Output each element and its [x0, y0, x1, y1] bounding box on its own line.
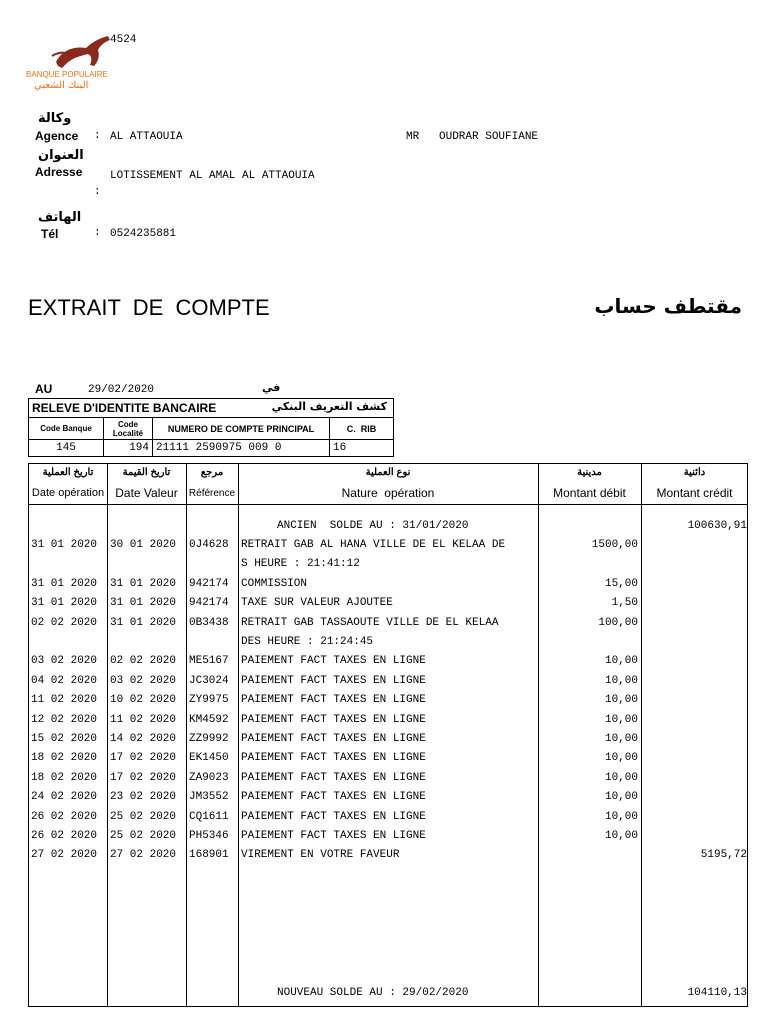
- cell-date-op: 26 02 2020: [31, 810, 98, 823]
- code-localite: 194: [104, 440, 153, 457]
- table-row: [29, 672, 749, 691]
- cell-debit: 15,00: [604, 577, 638, 590]
- cell-date-op: 31 01 2020: [31, 539, 98, 551]
- rib-table: [28, 398, 394, 457]
- cell-debit: 10,00: [604, 830, 638, 842]
- code-banque: 145: [29, 440, 104, 457]
- table-row: [29, 711, 749, 730]
- agence-label-ar: وكالة: [38, 111, 72, 126]
- cell-nature: TAXE SUR VALEUR AJOUTEE: [241, 597, 393, 610]
- cell-nature: VIREMENT EN VOTRE FAVEUR: [241, 849, 400, 862]
- table-row: [29, 749, 749, 768]
- col-date-op-ar: تاريخ العملية: [42, 467, 94, 478]
- tel-label-ar: الهاتف: [38, 210, 82, 225]
- horse-logo-icon: [48, 32, 118, 72]
- cell-date-val: 30 01 2020: [110, 539, 177, 551]
- cell-ref: 168901: [189, 849, 229, 862]
- crib: 16: [330, 440, 394, 457]
- cell-date-op: 31 01 2020: [31, 597, 98, 610]
- table-row: [29, 614, 749, 633]
- logo-text-ar: البنك الشعبي: [34, 80, 89, 91]
- colon: :: [94, 186, 101, 198]
- cell-date-val: 25 02 2020: [110, 830, 177, 842]
- tel-label: Tél: [41, 227, 59, 241]
- client-name: MR OUDRAR SOUFIANE: [406, 131, 539, 143]
- cell-date-op: 15 02 2020: [31, 733, 98, 745]
- cell-debit: 10,00: [604, 694, 638, 707]
- table-row: [29, 846, 749, 865]
- col-credit: Montant crédit: [656, 486, 733, 500]
- au-label-ar: في: [262, 381, 281, 394]
- cell-nature: S HEURE : 21:41:12: [241, 558, 360, 571]
- col-date-val: Date Valeur: [115, 486, 178, 500]
- rib-header-fr: RELEVE D'IDENTITE BANCAIRE: [32, 401, 217, 415]
- cell-nature: RETRAIT GAB AL HANA VILLE DE EL KELAA DE: [241, 539, 506, 551]
- cell-date-val: 27 02 2020: [110, 849, 177, 862]
- cell-ref: PH5346: [189, 830, 229, 842]
- col-credit-ar: دائنية: [683, 467, 706, 478]
- cell-ref: ZA9023: [189, 771, 229, 784]
- table-row: [29, 594, 749, 613]
- cell-date-val: 25 02 2020: [110, 810, 177, 823]
- cell-date-op: 03 02 2020: [31, 655, 98, 668]
- cell-nature: PAIEMENT FACT TAXES EN LIGNE: [241, 694, 426, 707]
- nouveau-solde-label: NOUVEAU SOLDE AU : 29/02/2020: [277, 987, 469, 999]
- cell-nature: PAIEMENT FACT TAXES EN LIGNE: [241, 674, 426, 687]
- cell-debit: 10,00: [604, 810, 638, 823]
- rib-header-ar: كشف التعريف البنكي: [271, 400, 387, 413]
- cell-ref: JC3024: [189, 674, 229, 687]
- cell-ref: 942174: [189, 597, 229, 610]
- cell-ref: ZY9975: [189, 694, 229, 707]
- cell-nature: PAIEMENT FACT TAXES EN LIGNE: [241, 791, 426, 804]
- cell-nature: PAIEMENT FACT TAXES EN LIGNE: [241, 733, 426, 745]
- col-nature: Nature opération: [341, 486, 435, 500]
- tel-value: 0524235881: [110, 228, 177, 240]
- table-row: [29, 575, 749, 594]
- cell-debit: 10,00: [604, 752, 638, 765]
- cell-debit: 1,50: [611, 597, 638, 610]
- logo-text-fr: BANQUE POPULAIRE: [26, 70, 108, 79]
- nouveau-solde-credit: 104110,13: [687, 987, 747, 999]
- statement-table: [28, 463, 748, 1007]
- cell-ref: EK1450: [189, 752, 229, 765]
- cell-ref: 0J4628: [189, 539, 229, 551]
- adresse-value: LOTISSEMENT AL AMAL AL ATTAOUIA: [110, 170, 315, 182]
- cell-debit: 10,00: [604, 674, 638, 687]
- table-row: [29, 769, 749, 788]
- col-date-op: Date opération: [31, 487, 105, 499]
- agence-label: Agence: [35, 129, 79, 143]
- cell-date-val: 31 01 2020: [110, 616, 177, 629]
- cell-date-op: 18 02 2020: [31, 771, 98, 784]
- col-nature-ar: نوع العملية: [365, 467, 411, 478]
- cell-date-op: 24 02 2020: [31, 791, 98, 804]
- cell-ref: ZZ9992: [189, 733, 229, 745]
- col-date-val-ar: تاريخ القيمة: [122, 467, 171, 478]
- rib-header: [29, 399, 394, 418]
- table-row: [29, 730, 749, 749]
- col-code-banque: Code Banque: [29, 418, 104, 440]
- cell-nature: PAIEMENT FACT TAXES EN LIGNE: [241, 655, 426, 668]
- cell-debit: 10,00: [604, 771, 638, 784]
- cell-ref: JM3552: [189, 791, 229, 804]
- cell-ref: 942174: [189, 577, 229, 590]
- cell-date-val: 31 01 2020: [110, 597, 177, 610]
- ancien-solde-row: [29, 517, 749, 536]
- cell-nature: PAIEMENT FACT TAXES EN LIGNE: [241, 810, 426, 823]
- cell-date-op: 26 02 2020: [31, 830, 98, 842]
- page-title-ar: مقتطف حساب: [594, 294, 742, 318]
- table-row: [29, 633, 749, 652]
- cell-debit: 1500,00: [591, 539, 638, 551]
- cell-nature: PAIEMENT FACT TAXES EN LIGNE: [241, 771, 426, 784]
- cell-debit: 100,00: [598, 616, 638, 629]
- col-debit-ar: مدينية: [577, 467, 602, 478]
- cell-debit: 10,00: [604, 791, 638, 804]
- cell-date-val: 03 02 2020: [110, 674, 177, 687]
- cell-date-op: 18 02 2020: [31, 752, 98, 765]
- cell-date-val: 02 02 2020: [110, 655, 177, 668]
- colon: :: [94, 227, 101, 239]
- table-row: [29, 652, 749, 671]
- cell-nature: PAIEMENT FACT TAXES EN LIGNE: [241, 752, 426, 765]
- cell-date-op: 27 02 2020: [31, 849, 98, 862]
- ancien-solde-label: ANCIEN SOLDE AU : 31/01/2020: [277, 520, 469, 532]
- au-date: 29/02/2020: [88, 384, 155, 396]
- col-code-localite: Code Localité: [104, 418, 153, 440]
- cell-nature: COMMISSION: [241, 577, 308, 590]
- cell-debit: 10,00: [604, 655, 638, 668]
- numero-compte: 21111 2590975 009 0: [153, 440, 330, 457]
- cell-credit: 5195,72: [700, 849, 747, 862]
- cell-ref: 0B3438: [189, 616, 229, 629]
- cell-date-val: 17 02 2020: [110, 752, 177, 765]
- cell-nature: PAIEMENT FACT TAXES EN LIGNE: [241, 713, 426, 726]
- table-row: [29, 808, 749, 827]
- table-row: [29, 536, 749, 555]
- cell-ref: CQ1611: [189, 810, 229, 823]
- cell-date-val: 17 02 2020: [110, 771, 177, 784]
- cell-date-op: 12 02 2020: [31, 713, 98, 726]
- adresse-label: Adresse: [35, 165, 83, 179]
- cell-date-val: 14 02 2020: [110, 733, 177, 745]
- cell-date-val: 11 02 2020: [110, 713, 177, 726]
- nouveau-solde-row: [29, 984, 749, 1003]
- cell-date-val: 23 02 2020: [110, 791, 177, 804]
- cell-nature: DES HEURE : 21:24:45: [241, 636, 374, 648]
- cell-debit: 10,00: [604, 713, 638, 726]
- col-numero: NUMERO DE COMPTE PRINCIPAL: [153, 418, 330, 440]
- col-ref: Référence: [188, 488, 236, 499]
- col-crib: C. RIB: [330, 418, 394, 440]
- table-row: [29, 555, 749, 574]
- cell-ref: KM4592: [189, 713, 229, 726]
- cell-date-val: 31 01 2020: [110, 577, 177, 590]
- ancien-solde-credit: 100630,91: [687, 520, 747, 532]
- colon: :: [94, 130, 101, 142]
- cell-date-op: 04 02 2020: [31, 674, 98, 687]
- au-label: AU: [35, 382, 53, 396]
- page-title: EXTRAIT DE COMPTE: [28, 295, 270, 320]
- adresse-label-ar: العنوان: [38, 148, 84, 163]
- cell-date-op: 02 02 2020: [31, 616, 98, 629]
- cell-nature: RETRAIT GAB TASSAOUTE VILLE DE EL KELAA: [241, 616, 499, 629]
- table-row: [29, 827, 749, 846]
- table-row: [29, 788, 749, 807]
- cell-date-op: 31 01 2020: [31, 577, 98, 590]
- col-debit: Montant débit: [553, 486, 626, 500]
- cell-ref: ME5167: [189, 655, 229, 668]
- cell-nature: PAIEMENT FACT TAXES EN LIGNE: [241, 830, 426, 842]
- table-row: [29, 691, 749, 710]
- agence-value: AL ATTAOUIA: [110, 131, 183, 143]
- cell-debit: 10,00: [604, 733, 638, 745]
- cell-date-val: 10 02 2020: [110, 694, 177, 707]
- cell-date-op: 11 02 2020: [31, 694, 98, 707]
- bank-code: 4524: [110, 34, 137, 46]
- col-ref-ar: مرجع: [200, 467, 224, 478]
